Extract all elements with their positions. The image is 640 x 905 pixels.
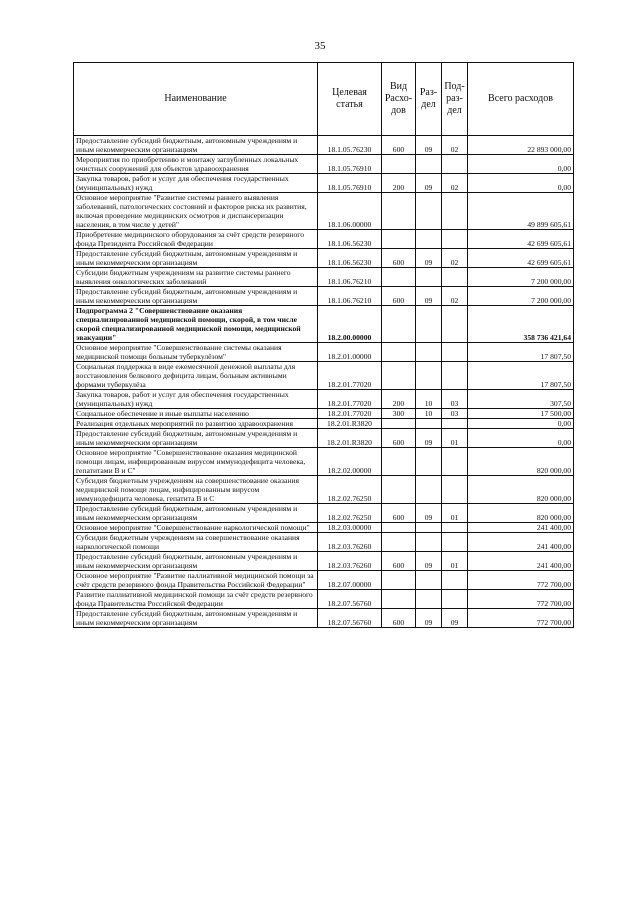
cell-section bbox=[416, 419, 442, 429]
cell-target-article: 18.2.01.77020 bbox=[318, 390, 382, 409]
cell-subsection: 01 bbox=[442, 552, 468, 571]
cell-subsection bbox=[442, 155, 468, 174]
cell-expense-type: 600 bbox=[382, 552, 416, 571]
cell-total: 49 899 605,61 bbox=[468, 193, 574, 230]
cell-total: 17 807,50 bbox=[468, 362, 574, 390]
cell-section bbox=[416, 476, 442, 504]
cell-expense-type: 600 bbox=[382, 136, 416, 155]
table-row bbox=[74, 174, 574, 193]
cell-expense-type bbox=[382, 268, 416, 287]
cell-subsection: 02 bbox=[442, 287, 468, 306]
table-row bbox=[74, 571, 574, 590]
cell-subsection bbox=[442, 571, 468, 590]
cell-target-article: 18.2.02.76250 bbox=[318, 504, 382, 523]
cell-expense-type bbox=[382, 362, 416, 390]
cell-name: Основное мероприятие "Развитие паллиативной медицинской помощи за счёт средств резервного фонда Правительства Российской Федерации" bbox=[74, 571, 318, 590]
cell-subsection bbox=[442, 448, 468, 476]
cell-subsection bbox=[442, 590, 468, 609]
cell-target-article: 18.1.06.56230 bbox=[318, 249, 382, 268]
cell-target-article: 18.2.07.56760 bbox=[318, 590, 382, 609]
header-name: Наименование bbox=[74, 63, 318, 136]
cell-total: 7 200 000,00 bbox=[468, 287, 574, 306]
table-row bbox=[74, 552, 574, 571]
cell-name: Подпрограмма 2 "Совершенствование оказания специализированной медицинской помощи, скорой, в том числе скорой специализированной медицинской помощи, медицинской эвакуации" bbox=[74, 306, 318, 343]
cell-section bbox=[416, 448, 442, 476]
cell-expense-type bbox=[382, 306, 416, 343]
header-section: Раз-дел bbox=[416, 63, 442, 136]
cell-target-article: 18.2.03.76260 bbox=[318, 552, 382, 571]
cell-total: 0,00 bbox=[468, 174, 574, 193]
cell-section: 09 bbox=[416, 287, 442, 306]
cell-section: 09 bbox=[416, 174, 442, 193]
table-row bbox=[74, 268, 574, 287]
table-row bbox=[74, 609, 574, 628]
table-header-row bbox=[74, 63, 574, 136]
cell-subsection: 03 bbox=[442, 409, 468, 419]
cell-subsection bbox=[442, 268, 468, 287]
table-body bbox=[74, 136, 574, 628]
cell-section: 10 bbox=[416, 390, 442, 409]
table-row bbox=[74, 429, 574, 448]
cell-name: Приобретение медицинского оборудования за счёт средств резервного фонда Президента Российской Федерации bbox=[74, 230, 318, 249]
cell-section: 09 bbox=[416, 249, 442, 268]
cell-target-article: 18.1.05.76910 bbox=[318, 174, 382, 193]
cell-total: 0,00 bbox=[468, 419, 574, 429]
cell-name: Предоставление субсидий бюджетным, автономным учреждениям и иным некоммерческим организациям bbox=[74, 504, 318, 523]
cell-name: Реализация отдельных мероприятий по развитию здравоохранения bbox=[74, 419, 318, 429]
cell-target-article: 18.2.00.00000 bbox=[318, 306, 382, 343]
cell-expense-type: 300 bbox=[382, 409, 416, 419]
cell-expense-type bbox=[382, 590, 416, 609]
cell-subsection bbox=[442, 419, 468, 429]
cell-section: 09 bbox=[416, 552, 442, 571]
cell-expense-type: 600 bbox=[382, 609, 416, 628]
header-target-article: Целевая статья bbox=[318, 63, 382, 136]
cell-target-article: 18.1.06.00000 bbox=[318, 193, 382, 230]
cell-target-article: 18.2.01.R3820 bbox=[318, 429, 382, 448]
cell-name: Основное мероприятие "Совершенствование оказания медицинской помощи лицам, инфицированным вирусом иммунодефицита человека, гепатитами В и С" bbox=[74, 448, 318, 476]
cell-total: 820 000,00 bbox=[468, 448, 574, 476]
cell-subsection: 01 bbox=[442, 504, 468, 523]
cell-expense-type: 600 bbox=[382, 429, 416, 448]
cell-name: Мероприятия по приобретению и монтажу заглубленных локальных очистных сооружений для объектов здравоохранения bbox=[74, 155, 318, 174]
cell-total: 17 500,00 bbox=[468, 409, 574, 419]
cell-subsection bbox=[442, 476, 468, 504]
table-row bbox=[74, 419, 574, 429]
cell-target-article: 18.2.07.00000 bbox=[318, 571, 382, 590]
cell-total: 772 700,00 bbox=[468, 609, 574, 628]
cell-section: 09 bbox=[416, 504, 442, 523]
cell-total: 0,00 bbox=[468, 155, 574, 174]
cell-name: Социальная поддержка в виде ежемесячной денежной выплаты для восстановления белкового дефицита лицам, больным активными формами туберкулёза bbox=[74, 362, 318, 390]
cell-name: Субсидия бюджетным учреждениям на совершенствование оказания медицинской помощи лицам, инфицированным вирусом иммунодефицита человека, гепатита В и С bbox=[74, 476, 318, 504]
cell-subsection bbox=[442, 343, 468, 362]
table-row bbox=[74, 343, 574, 362]
table-row bbox=[74, 306, 574, 343]
cell-target-article: 18.1.06.76210 bbox=[318, 268, 382, 287]
cell-section bbox=[416, 362, 442, 390]
cell-expense-type: 600 bbox=[382, 287, 416, 306]
table-row bbox=[74, 362, 574, 390]
cell-target-article: 18.1.05.76230 bbox=[318, 136, 382, 155]
cell-section: 09 bbox=[416, 136, 442, 155]
table-row bbox=[74, 287, 574, 306]
cell-total: 0,00 bbox=[468, 429, 574, 448]
table-row bbox=[74, 230, 574, 249]
cell-subsection: 02 bbox=[442, 174, 468, 193]
cell-section bbox=[416, 523, 442, 533]
cell-section bbox=[416, 343, 442, 362]
cell-subsection: 02 bbox=[442, 136, 468, 155]
cell-expense-type: 200 bbox=[382, 390, 416, 409]
cell-total: 772 700,00 bbox=[468, 571, 574, 590]
cell-name: Основное мероприятие "Совершенствование наркологической помощи" bbox=[74, 523, 318, 533]
table-row bbox=[74, 448, 574, 476]
cell-name: Закупка товаров, работ и услуг для обеспечения государственных (муниципальных) нужд bbox=[74, 390, 318, 409]
table-row bbox=[74, 409, 574, 419]
cell-section: 09 bbox=[416, 429, 442, 448]
cell-target-article: 18.1.06.76210 bbox=[318, 287, 382, 306]
cell-expense-type bbox=[382, 193, 416, 230]
table-row bbox=[74, 533, 574, 552]
cell-expense-type: 200 bbox=[382, 174, 416, 193]
cell-name: Субсидии бюджетным учреждениям на развитие системы раннего выявления онкологических заболеваний bbox=[74, 268, 318, 287]
cell-section bbox=[416, 590, 442, 609]
cell-target-article: 18.2.01.R3820 bbox=[318, 419, 382, 429]
cell-expense-type bbox=[382, 571, 416, 590]
cell-name: Предоставление субсидий бюджетным, автономным учреждениям и иным некоммерческим организациям bbox=[74, 249, 318, 268]
cell-target-article: 18.2.03.00000 bbox=[318, 523, 382, 533]
cell-expense-type bbox=[382, 419, 416, 429]
table-row bbox=[74, 390, 574, 409]
cell-target-article: 18.1.06.56230 bbox=[318, 230, 382, 249]
cell-expense-type bbox=[382, 343, 416, 362]
cell-subsection bbox=[442, 523, 468, 533]
cell-total: 820 000,00 bbox=[468, 476, 574, 504]
cell-total: 307,50 bbox=[468, 390, 574, 409]
cell-section bbox=[416, 193, 442, 230]
cell-target-article: 18.2.01.00000 bbox=[318, 343, 382, 362]
table-row bbox=[74, 476, 574, 504]
cell-expense-type bbox=[382, 155, 416, 174]
cell-subsection bbox=[442, 230, 468, 249]
cell-subsection bbox=[442, 533, 468, 552]
cell-section bbox=[416, 155, 442, 174]
cell-subsection: 01 bbox=[442, 429, 468, 448]
table-row bbox=[74, 193, 574, 230]
header-total-expenses: Всего расходов bbox=[468, 63, 574, 136]
cell-total: 42 699 605,61 bbox=[468, 230, 574, 249]
cell-total: 22 893 000,00 bbox=[468, 136, 574, 155]
cell-total: 7 200 000,00 bbox=[468, 268, 574, 287]
cell-total: 17 807,50 bbox=[468, 343, 574, 362]
cell-total: 42 699 605,61 bbox=[468, 249, 574, 268]
cell-total: 241 400,00 bbox=[468, 533, 574, 552]
table-row bbox=[74, 523, 574, 533]
cell-name: Социальное обеспечение и иные выплаты населению bbox=[74, 409, 318, 419]
cell-expense-type bbox=[382, 523, 416, 533]
page-number: 35 bbox=[314, 40, 326, 52]
cell-target-article: 18.2.02.00000 bbox=[318, 448, 382, 476]
cell-name: Предоставление субсидий бюджетным, автономным учреждениям и иным некоммерческим организациям bbox=[74, 609, 318, 628]
cell-expense-type bbox=[382, 533, 416, 552]
cell-subsection bbox=[442, 362, 468, 390]
cell-target-article: 18.1.05.76910 bbox=[318, 155, 382, 174]
cell-section bbox=[416, 306, 442, 343]
cell-name: Основное мероприятие "Развитие системы раннего выявления заболеваний, патологических состояний и факторов риска их развития, включая проведение медицинских осмотров и диспансеризации населения, в том числе у детей" bbox=[74, 193, 318, 230]
table-row bbox=[74, 590, 574, 609]
cell-section bbox=[416, 533, 442, 552]
header-expense-type: Вид Расхо-дов bbox=[382, 63, 416, 136]
cell-total: 241 400,00 bbox=[468, 552, 574, 571]
cell-subsection bbox=[442, 306, 468, 343]
cell-section: 09 bbox=[416, 609, 442, 628]
cell-target-article: 18.2.01.77020 bbox=[318, 409, 382, 419]
cell-expense-type bbox=[382, 476, 416, 504]
cell-section: 10 bbox=[416, 409, 442, 419]
table-row bbox=[74, 504, 574, 523]
cell-total: 820 000,00 bbox=[468, 504, 574, 523]
cell-name: Закупка товаров, работ и услуг для обеспечения государственных (муниципальных) нужд bbox=[74, 174, 318, 193]
cell-subsection: 03 bbox=[442, 390, 468, 409]
cell-name: Предоставление субсидий бюджетным, автономным учреждениям и иным некоммерческим организациям bbox=[74, 552, 318, 571]
cell-expense-type: 600 bbox=[382, 504, 416, 523]
cell-target-article: 18.2.07.56760 bbox=[318, 609, 382, 628]
cell-target-article: 18.2.02.76250 bbox=[318, 476, 382, 504]
cell-subsection: 02 bbox=[442, 249, 468, 268]
cell-name: Основное мероприятие "Совершенствование системы оказания медицинской помощи больным туберкулёзом" bbox=[74, 343, 318, 362]
cell-subsection bbox=[442, 193, 468, 230]
cell-name: Предоставление субсидий бюджетным, автономным учреждениям и иным некоммерческим организациям bbox=[74, 136, 318, 155]
cell-expense-type bbox=[382, 448, 416, 476]
cell-total: 358 736 421,64 bbox=[468, 306, 574, 343]
cell-expense-type: 600 bbox=[382, 249, 416, 268]
cell-section bbox=[416, 230, 442, 249]
cell-name: Предоставление субсидий бюджетным, автономным учреждениям и иным некоммерческим организациям bbox=[74, 429, 318, 448]
cell-section bbox=[416, 268, 442, 287]
cell-target-article: 18.2.01.77020 bbox=[318, 362, 382, 390]
table-row bbox=[74, 136, 574, 155]
cell-name: Субсидии бюджетным учреждениям на совершенствование оказания наркологической помощи bbox=[74, 533, 318, 552]
cell-total: 241 400,00 bbox=[468, 523, 574, 533]
table-row bbox=[74, 155, 574, 174]
cell-total: 772 700,00 bbox=[468, 590, 574, 609]
cell-target-article: 18.2.03.76260 bbox=[318, 533, 382, 552]
cell-subsection: 09 bbox=[442, 609, 468, 628]
table-row bbox=[74, 249, 574, 268]
cell-section bbox=[416, 571, 442, 590]
header-subsection: Под-раз-дел bbox=[442, 63, 468, 136]
cell-name: Развитие паллиативной медицинской помощи за счёт средств резервного фонда Правительства Российской Федерации bbox=[74, 590, 318, 609]
cell-expense-type bbox=[382, 230, 416, 249]
cell-name: Предоставление субсидий бюджетным, автономным учреждениям и иным некоммерческим организациям bbox=[74, 287, 318, 306]
budget-table bbox=[73, 62, 574, 628]
